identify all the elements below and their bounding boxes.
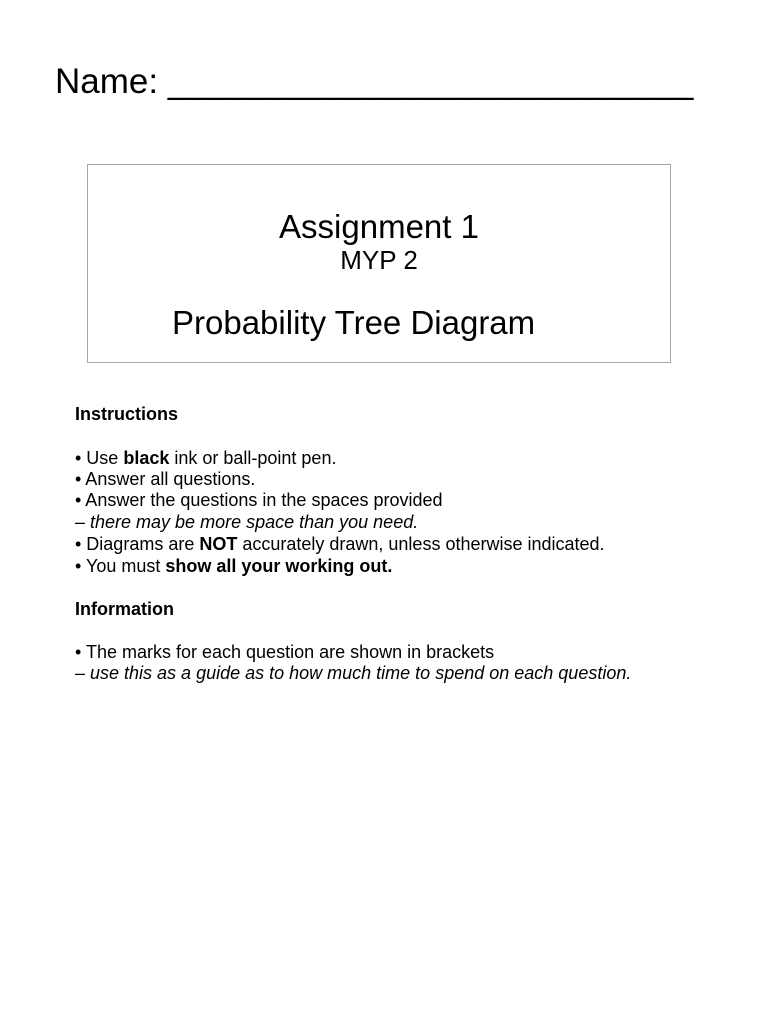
instruction-item xyxy=(75,533,605,555)
name-blank-line[interactable]: ___________________________ xyxy=(167,62,694,101)
instruction-emphasis: show all your working out. xyxy=(165,556,393,576)
instruction-text: • Diagrams are xyxy=(75,534,200,554)
instructions-heading: Instructions xyxy=(75,404,179,424)
instruction-text: accurately drawn, unless otherwise indicated. xyxy=(237,534,605,554)
instruction-text: • You must xyxy=(75,556,166,576)
instruction-emphasis: black xyxy=(123,448,170,468)
assignment-subtitle: MYP 2 xyxy=(340,245,418,275)
instruction-text: ink or ball-point pen. xyxy=(169,448,337,468)
instruction-item xyxy=(75,555,392,577)
instruction-text: • Use xyxy=(75,448,124,468)
name-field[interactable] xyxy=(55,60,693,104)
information-note: – use this as a guide as to how much time to spend on each question. xyxy=(75,663,632,683)
name-label: Name: xyxy=(55,62,168,101)
title-box xyxy=(87,164,671,363)
instruction-item xyxy=(75,447,336,469)
information-item: • The marks for each question are shown in brackets xyxy=(75,642,495,662)
instruction-item: • Answer all questions. xyxy=(75,469,256,489)
instruction-item: • Answer the questions in the spaces provided xyxy=(75,490,443,510)
assignment-topic: Probability Tree Diagram xyxy=(172,304,536,341)
instruction-emphasis: NOT xyxy=(199,534,238,554)
assignment-title: Assignment 1 xyxy=(279,208,479,245)
instruction-note: – there may be more space than you need. xyxy=(75,512,419,532)
information-heading: Information xyxy=(75,599,174,619)
